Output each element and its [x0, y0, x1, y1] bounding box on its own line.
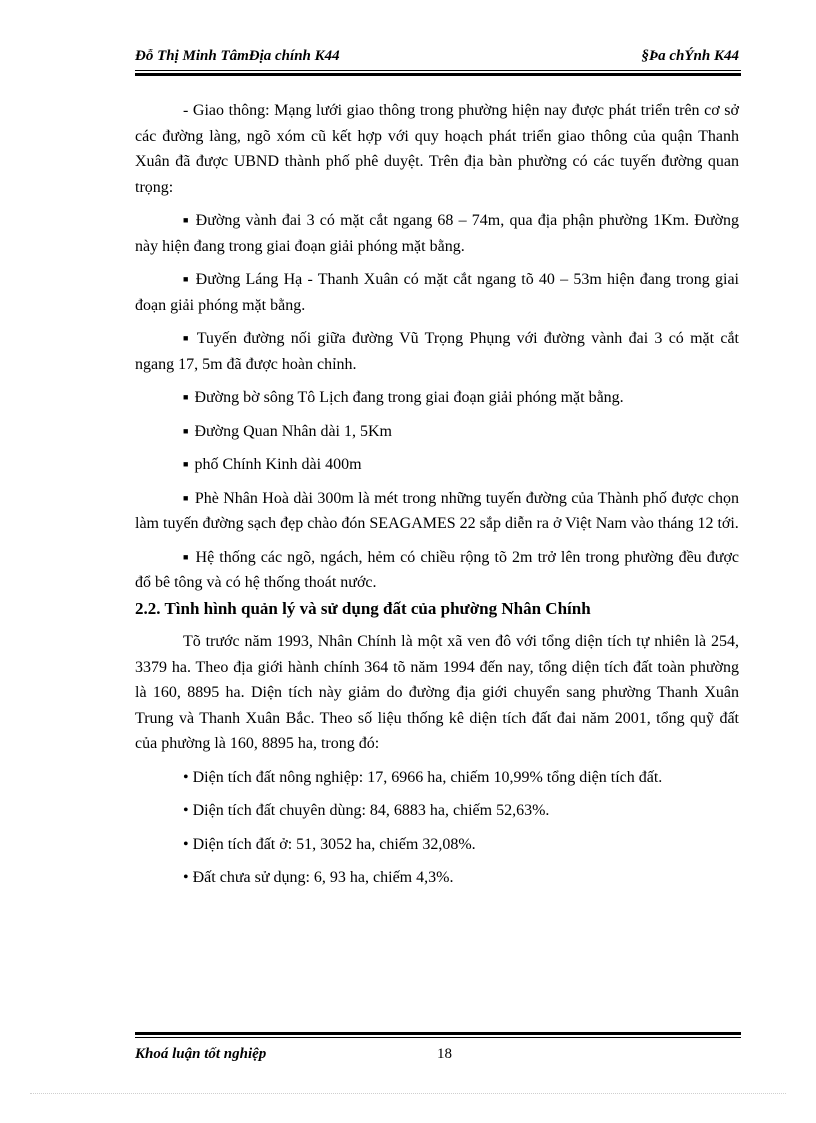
- dot-bullet-icon: •: [183, 869, 189, 886]
- square-bullet-icon: ■: [183, 492, 189, 503]
- page-number: 18: [437, 1046, 452, 1062]
- road-item-text: Phè Nhân Hoà dài 300m là mét trong những tuyến đường của Thành phố được chọn làm tuyến đường sạch đẹp chào đón SEAGAMES 22 sắp diễn ra ở Việt Nam vào tháng 12 tới.: [135, 489, 740, 532]
- road-item: [135, 208, 739, 259]
- land-item: [135, 865, 739, 891]
- footer-rule-thin: [135, 1037, 741, 1038]
- footer-title: Khoá luận tốt nghiệp: [135, 1046, 267, 1062]
- square-bullet-icon: ■: [183, 333, 191, 343]
- road-item: [135, 486, 739, 537]
- square-bullet-icon: ■: [183, 551, 190, 562]
- road-item-text: Tuyến đường nối giữa đường Vũ Trọng Phụng với đường vành đai 3 có mặt cắt ngang 17, 5m đã được hoàn chỉnh.: [135, 330, 739, 373]
- road-item: [135, 326, 739, 377]
- page-body: [135, 98, 739, 891]
- footer-rule-thick: [135, 1032, 741, 1035]
- dot-bullet-icon: •: [183, 802, 189, 819]
- page-footer: [135, 1046, 741, 1068]
- land-use-paragraph: Tõ trước năm 1993, Nhân Chính là một xã ven đô với tổng diện tích tự nhiên là 254, 3379 ha. Theo địa giới hành chính 364 tõ năm 1994 đến nay, tổng diện tích đất toàn phường là 160, 8895 ha. Diện tích này giảm do đường địa giới chuyển sang phường Thanh Xuân Trung và Thanh Xuân Bắc. Theo số liệu thống kê diện tích đất đai năm 2001, tổng quỹ đất của phường là 160, 8895 ha, trong đó:: [135, 633, 739, 752]
- land-item: [135, 798, 739, 824]
- land-item: [135, 765, 739, 791]
- square-bullet-icon: ■: [183, 459, 189, 469]
- road-item-text: phố Chính Kinh dài 400m: [194, 456, 362, 473]
- road-item: [135, 385, 739, 411]
- header-course: §Þa chÝnh K44: [641, 48, 739, 64]
- section-heading: 2.2. Tình hình quản lý và sử dụng đất của phường Nhân Chính: [135, 598, 591, 618]
- header-rule-thick: [135, 73, 741, 76]
- road-item-text: Hệ thống các ngõ, ngách, hẻm có chiều rộng tõ 2m trở lên trong phường đều được đổ bê tông và có hệ thống thoát nước.: [135, 548, 740, 591]
- land-item-text: Diện tích đất nông nghiệp: 17, 6966 ha, chiếm 10,99% tổng diện tích đất.: [192, 768, 663, 786]
- road-item-text: Đường vành đai 3 có mặt cắt ngang 68 – 74m, qua địa phận phường 1Km. Đường này hiện đang trong giai đoạn giải phóng mặt bằng.: [135, 212, 739, 255]
- page-bottom-border: [30, 1093, 786, 1094]
- road-item-text: Đường Láng Hạ - Thanh Xuân có mặt cắt ngang tõ 40 – 53m hiện đang trong giai đoạn giải phóng mặt bằng.: [135, 271, 740, 314]
- square-bullet-icon: ■: [183, 425, 189, 436]
- land-item: [135, 832, 739, 858]
- square-bullet-icon: ■: [183, 215, 190, 225]
- traffic-intro-paragraph: - Giao thông: Mạng lưới giao thông trong phường hiện nay được phát triển trên cơ sở các đường làng, ngõ xóm cũ kết hợp với quy hoạch phát triển giao thông của quận Thanh Xuân đã được UBND thành phố phê duyệt. Trên địa bàn phường có các tuyến đường quan trọng:: [135, 102, 739, 196]
- road-item: [135, 545, 739, 596]
- road-item: [135, 452, 739, 478]
- land-item-text: Diện tích đất ở: 51, 3052 ha, chiếm 32,08%.: [192, 835, 476, 853]
- square-bullet-icon: ■: [183, 274, 190, 284]
- dot-bullet-icon: •: [183, 835, 189, 853]
- land-item-text: Đất chưa sử dụng: 6, 93 ha, chiếm 4,3%.: [192, 869, 454, 886]
- land-item-text: Diện tích đất chuyên dùng: 84, 6883 ha, chiếm 52,63%.: [192, 802, 550, 819]
- road-item-text: Đường Quan Nhân dài 1, 5Km: [194, 422, 392, 440]
- square-bullet-icon: ■: [183, 392, 189, 402]
- road-item: [135, 419, 739, 445]
- header-author: Đỗ Thị Minh TâmĐịa chính K44: [135, 48, 340, 64]
- page-header: [135, 48, 741, 70]
- road-item-text: Đường bờ sông Tô Lịch đang trong giai đoạn giải phóng mặt bằng.: [194, 389, 624, 406]
- header-rule-thin: [135, 70, 741, 71]
- road-item: [135, 267, 739, 318]
- dot-bullet-icon: •: [183, 768, 189, 786]
